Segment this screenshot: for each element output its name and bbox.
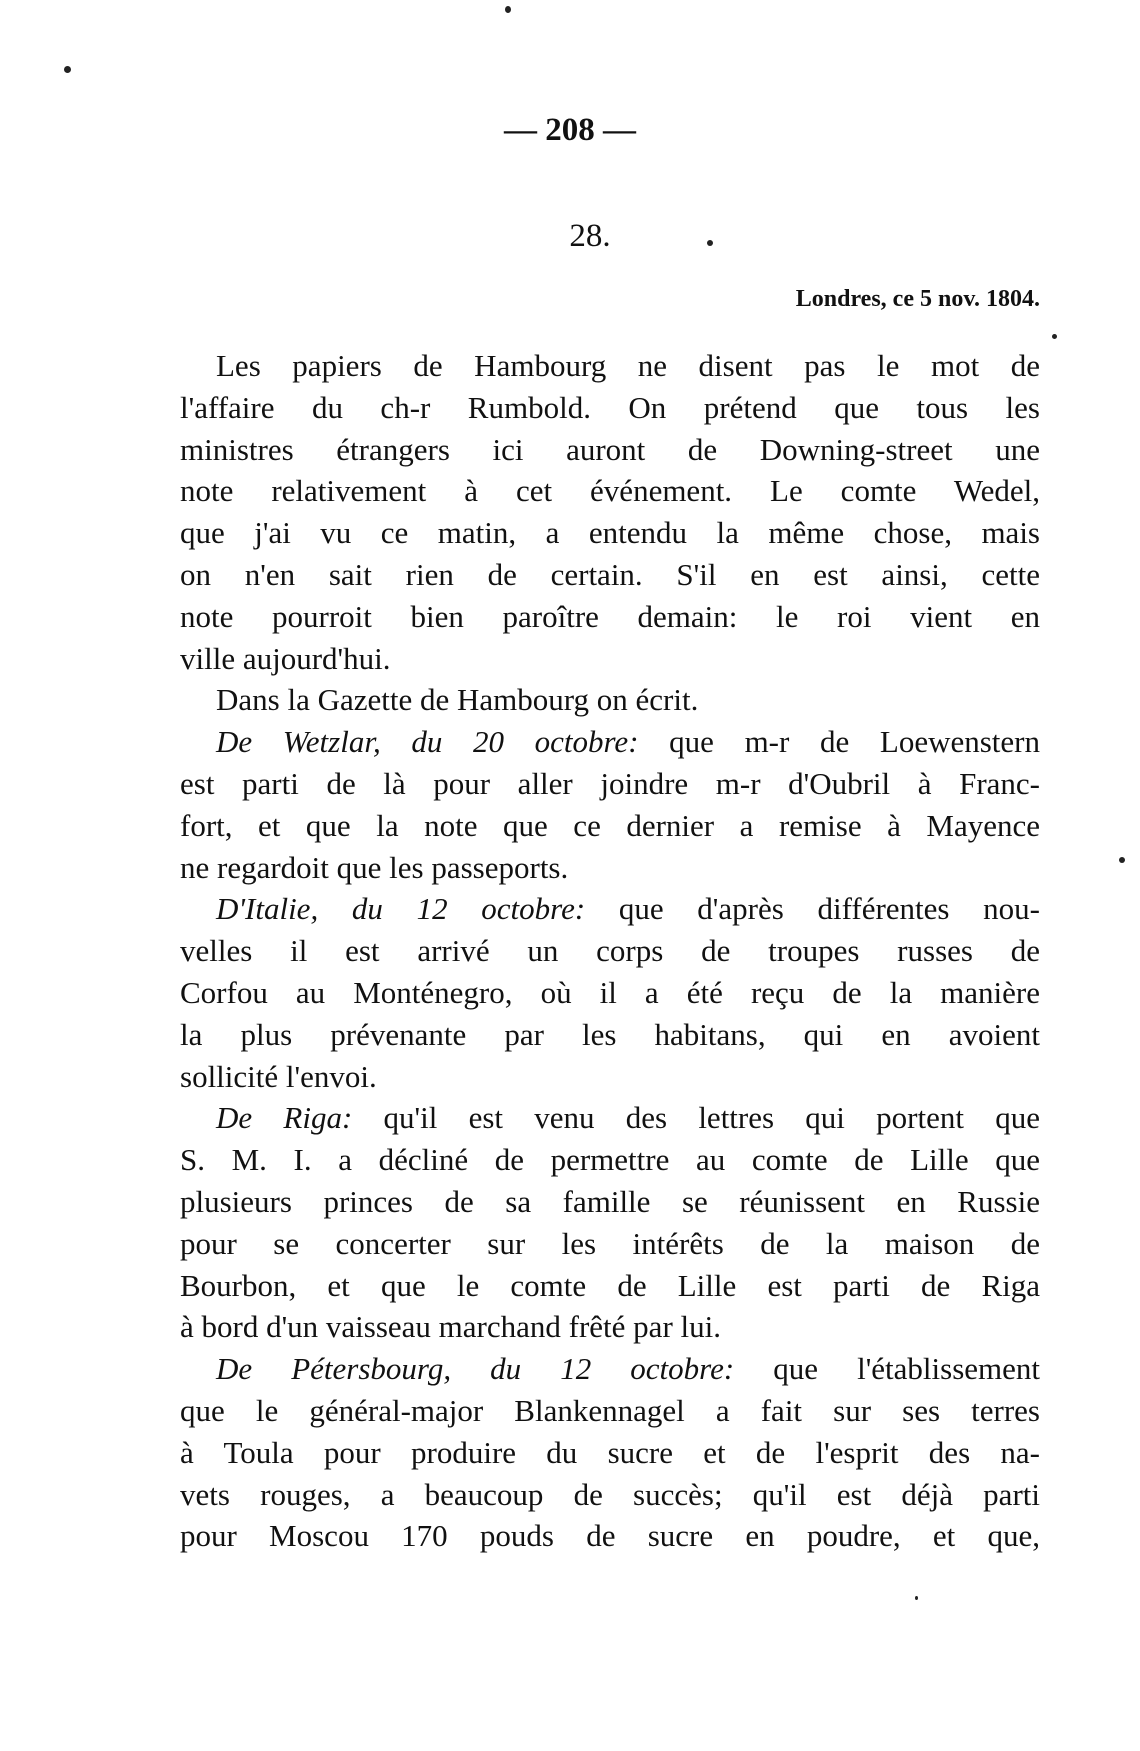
page-number: — 208 — (504, 112, 636, 148)
text-line: Bourbon, et que le comte de Lille est parti de Riga (180, 1267, 1040, 1303)
scan-speck (505, 6, 511, 13)
text-line: Dans la Gazette de Hambourg on écrit. (216, 682, 699, 718)
text-line: pour Moscou 170 pouds de sucre en poudre, et que, (180, 1518, 1040, 1554)
text-line: la plus prévenante par les habitans, qui en avoient (180, 1016, 1040, 1052)
news-source: De Pétersbourg, du 12 octobre: (216, 1351, 735, 1387)
news-item-italie (180, 888, 1040, 930)
news-source: De Riga: (216, 1100, 353, 1136)
text-line: que le général-major Blankennagel a fait sur ses terres (180, 1392, 1040, 1428)
news-item-riga (180, 1097, 1040, 1139)
text-line: Corfou au Monténegro, où il a été reçu de la manière (180, 974, 1040, 1010)
scan-speck (1119, 857, 1125, 863)
text-line: à bord d'un vaisseau marchand frêté par lui. (180, 1309, 721, 1345)
text-line: fort, et que la note que ce dernier a remise à Mayence (180, 807, 1040, 843)
news-text: que m-r de Loewenstern (638, 724, 1040, 760)
text-line: ne regardoit que les passeports. (180, 849, 569, 885)
text-line: l'affaire du ch-r Rumbold. On prétend que tous les (180, 389, 1040, 425)
letter-body (180, 345, 1040, 1557)
text-line: que j'ai vu ce matin, a entendu la même chose, mais (180, 515, 1040, 551)
text-line: S. M. I. a décliné de permettre au comte de Lille que (180, 1142, 1040, 1178)
text-line: Les papiers de Hambourg ne disent pas le mot de (216, 348, 1040, 383)
dateline: Londres, ce 5 nov. 1804. (795, 286, 1040, 312)
text-line: ville aujourd'hui. (180, 640, 391, 676)
scan-speck (1052, 334, 1057, 339)
text-line: vets rouges, a beaucoup de succès; qu'il est déjà parti (180, 1476, 1040, 1512)
news-text: que l'établissement (734, 1351, 1041, 1387)
news-item-petersbourg (180, 1348, 1040, 1390)
news-text: qu'il est venu des lettres qui portent que (352, 1100, 1040, 1136)
text-line: on n'en sait rien de certain. S'il en est ainsi, cette (180, 556, 1040, 592)
news-text: que d'après différentes nou- (585, 891, 1040, 927)
text-line: sollicité l'envoi. (180, 1058, 377, 1094)
news-source: De Wetzlar, du 20 octobre: (216, 724, 639, 760)
scan-speck (707, 240, 713, 246)
news-source: D'Italie, du 12 octobre: (216, 891, 586, 927)
news-item-wetzlar (180, 721, 1040, 763)
text-line: à Toula pour produire du sucre et de l'esprit des na- (180, 1434, 1040, 1470)
text-line: ministres étrangers ici auront de Downing-street une (180, 431, 1040, 467)
text-line: velles il est arrivé un corps de troupes russes de (180, 933, 1040, 969)
text-line: plusieurs princes de sa famille se réunissent en Russie (180, 1183, 1040, 1219)
text-line: est parti de là pour aller joindre m-r d'Oubril à Franc- (180, 765, 1040, 801)
text-line: note relativement à cet événement. Le comte Wedel, (180, 473, 1040, 509)
scan-speck (64, 66, 71, 73)
scan-speck (915, 1596, 918, 1600)
text-line: note pourroit bien paroître demain: le roi vient en (180, 598, 1040, 634)
text-line: pour se concerter sur les intérêts de la maison de (180, 1225, 1040, 1261)
letter-number: 28. (569, 218, 611, 254)
